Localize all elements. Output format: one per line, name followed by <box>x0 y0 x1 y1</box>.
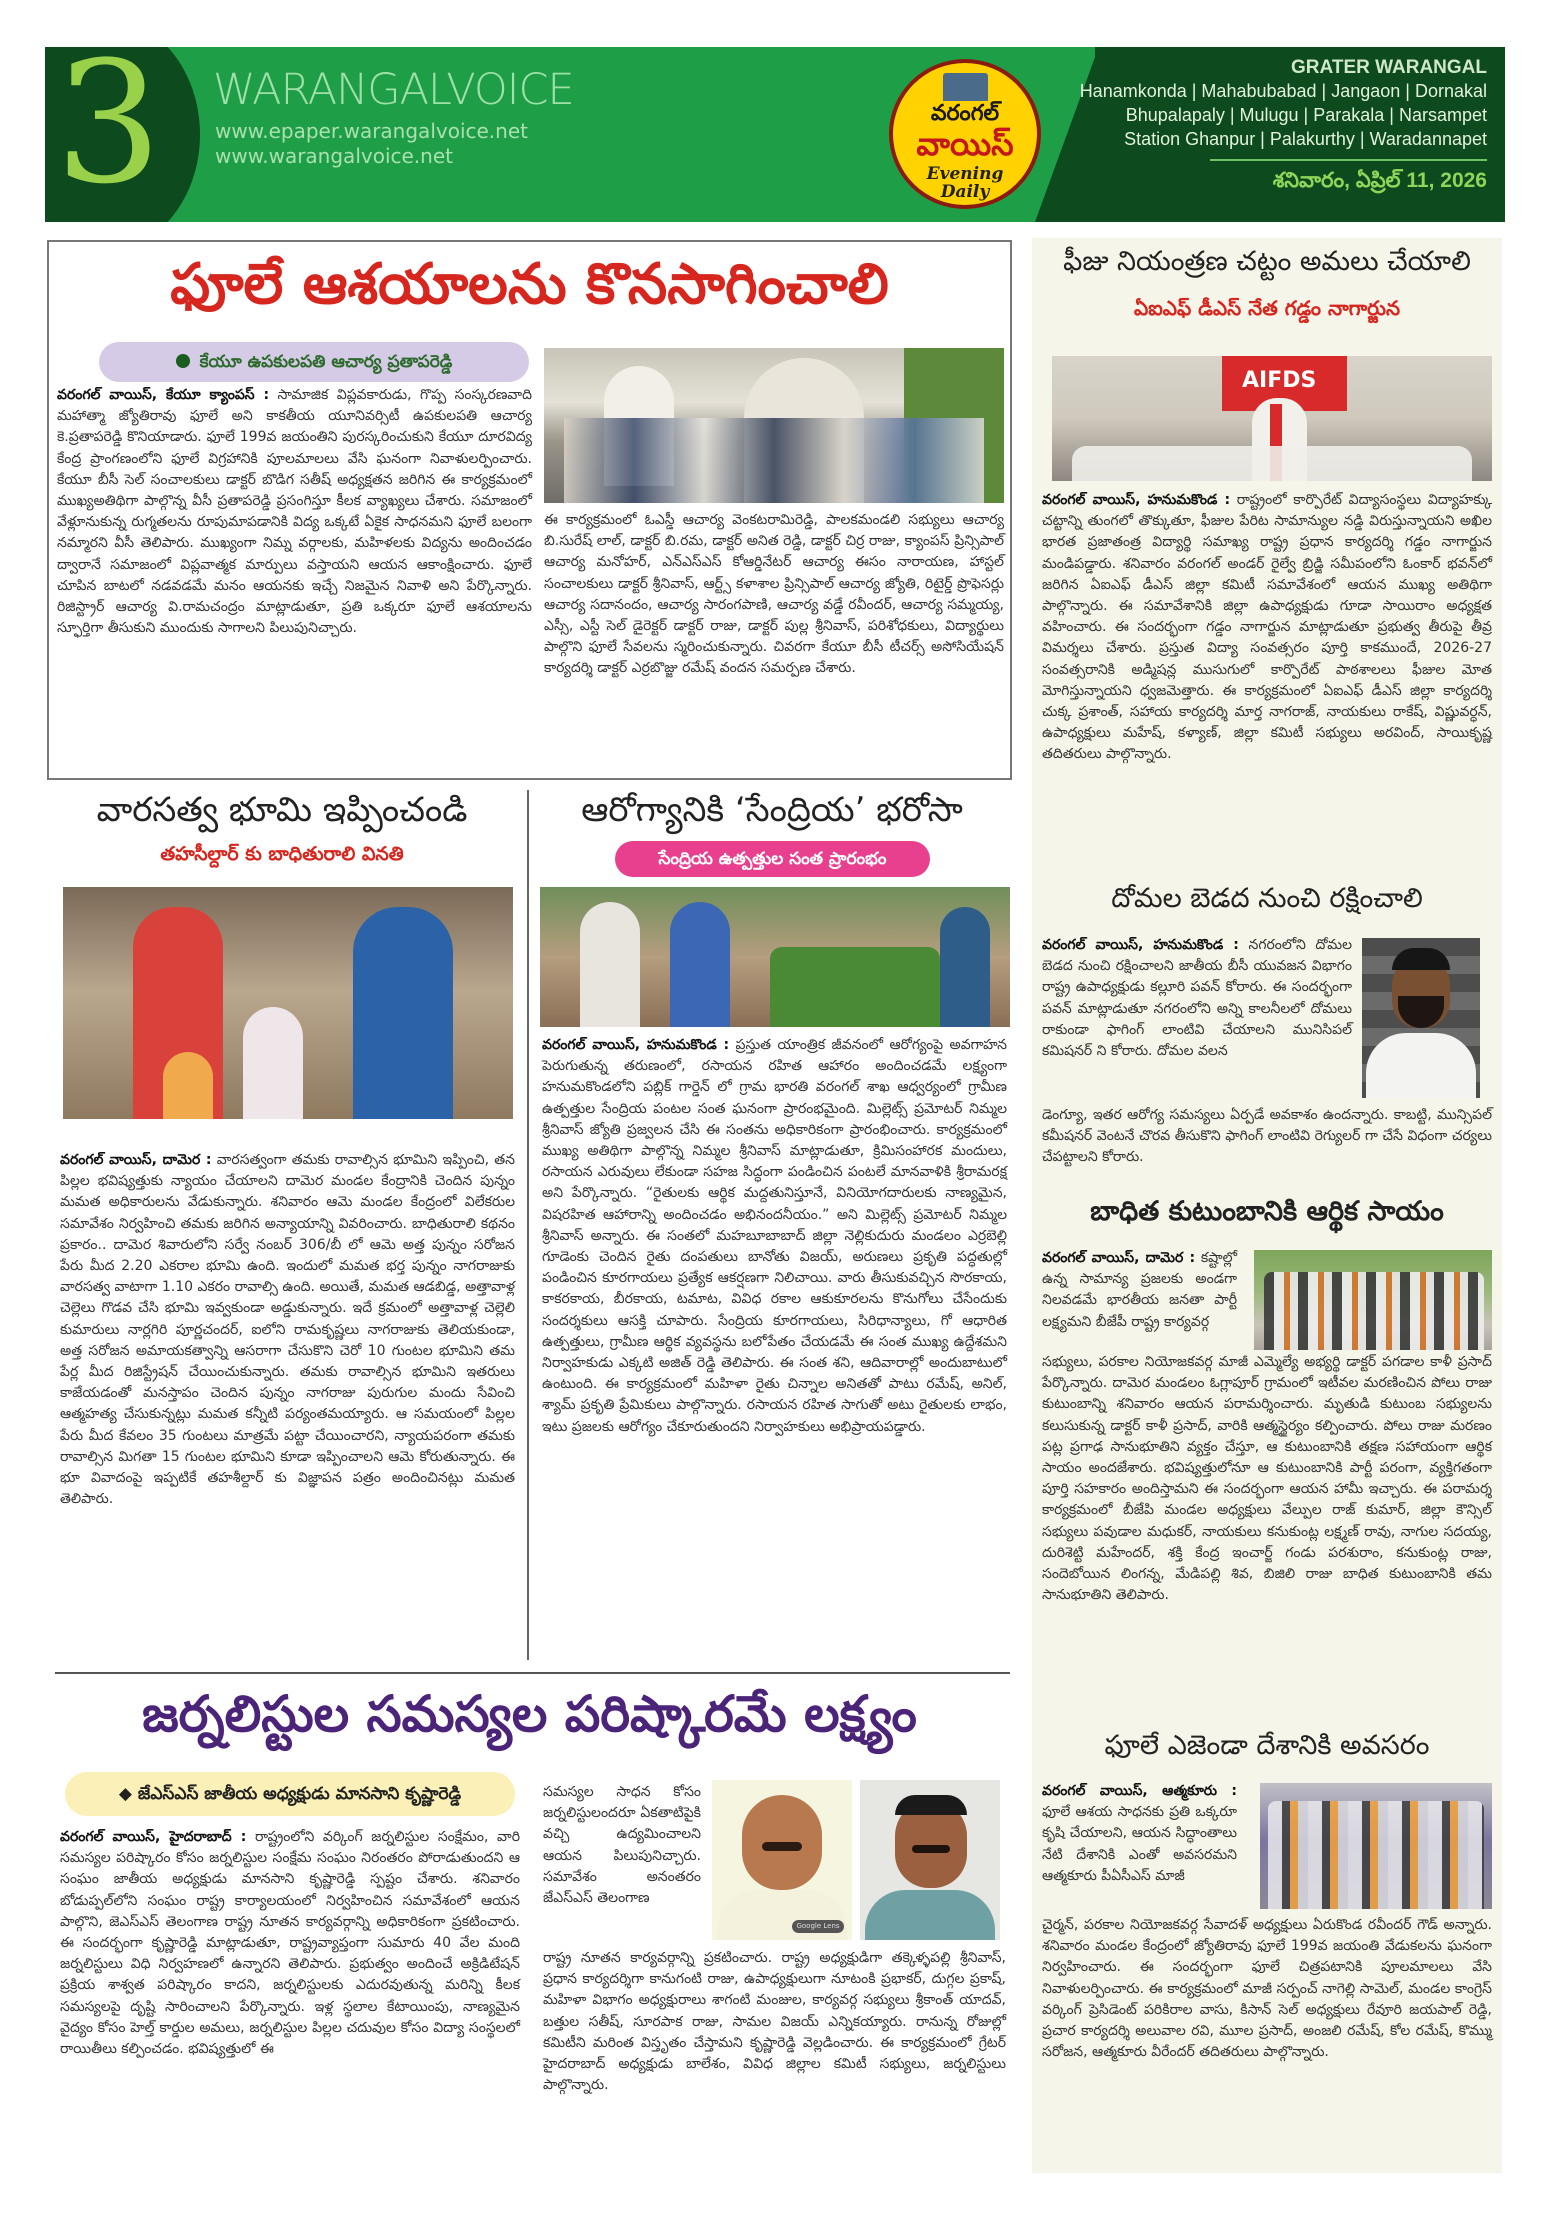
aid-body-top-text: కష్టాల్లో ఉన్న సామాన్య ప్రజలకు అండగా నిలవడమే భారతీయ జనతా పార్టీ లక్ష్యమని బీజేపీ రాష్ట్ర కార్యవర్గ <box>1042 1250 1237 1330</box>
agenda-body-top <box>1042 1781 1237 1887</box>
organic-subhead: సేంద్రియ ఉత్పత్తుల సంత ప్రారంభం <box>615 841 930 877</box>
aid-dateline: వరంగల్ వాయిస్, దామెర : <box>1042 1250 1196 1266</box>
organic-body <box>542 1035 1007 1438</box>
region-line-3: Station Ghanpur | Palakurthy | Waradannapet <box>1124 129 1487 149</box>
logo-telugu-top: వరంగల్ <box>930 101 1000 126</box>
google-lens-badge: Google Lens <box>792 1920 844 1933</box>
region-title: GRATER WARANGAL <box>1291 57 1487 78</box>
fee-banner-text: AIFDS <box>1242 368 1317 393</box>
mosquito-dateline: వరంగల్ వాయిస్, హనుమకొండ : <box>1042 937 1239 953</box>
issue-date: శనివారం, ఏప్రిల్ 11, 2026 <box>1272 169 1487 192</box>
journalist-headline: జర్నలిస్టుల సమస్యల పరిష్కారమే లక్ష్యం <box>142 1685 917 1743</box>
land-subhead: తహసీల్దార్ కు బాధితురాలి వినతి <box>160 843 404 865</box>
fee-body-text: రాష్ట్రంలో కార్పొరేట్ విద్యాసంస్థలు విద్యాహక్కు చట్టాన్ని తుంగలో తొక్కుతూ, ఫీజుల పేరిట సామాన్యుల నడ్డి విరుస్తున్నాయని అఖిల భారత ప్రజాతంత్ర విద్యార్థి సమాఖ్య రాష్ట్ర ప్రధాన కార్యదర్శి గడ్డం నాగార్జున మండిపడ్డారు. శనివారం వరంగల్ అండర్ రైల్వే బ్రిడ్జి సమీపంలోని ఓంకార్ భవన్‌లో జరిగిన ఏఐఎఫ్ డీఎస్ జిల్లా కమిటీ సమావేశంలో ఆయన ముఖ్య అతిథిగా పాల్గొన్నారు. ఈ సమావేశానికి జిల్లా ఉపాధ్యక్షుడు గూడా సాయిరాం అధ్యక్షత వహించారు. ఈ సందర్భంగా గడ్డం నాగార్జున మాట్లాడుతూ ప్రభుత్వ తీరుపై తీవ్ర విమర్శలు చేశారు. ప్రస్తుత విద్యా సంవత్సరం పూర్తి కాకముందే, 2026-27 సంవత్సరానికి అడ్మిషన్ల ముసుగులో కార్పొరేట్ పాఠశాలలు ఫీజుల మోత మోగిస్తున్నాయని ధ్వజమెత్తారు. ఈ కార్యక్రమంలో ఏఐఎఫ్ డీఎస్ జిల్లా కార్యదర్శి చుక్క ప్రశాంత్, సహాయ కార్యదర్శి మార్త నాగరాజ్, నాయకులు రాకేష్, విష్ణువర్ధన్, ఉపాధ్యక్షులు మహేష్, కళ్యాణ్, జిల్లా కమిటీ సభ్యులు అరవింద్, సాయికృష్ణ తదితరులు పాల్గొన్నారు. <box>1042 492 1493 763</box>
fee-dateline: వరంగల్ వాయిస్, హనుమకొండ : <box>1042 492 1231 508</box>
logo-telugu-main: వాయిస్ <box>916 125 1014 163</box>
page-number: 3 <box>55 47 162 221</box>
mosquito-photo <box>1362 938 1480 1098</box>
journalist-photo-president <box>712 1780 852 1940</box>
logo-evening: Evening <box>926 164 1004 184</box>
fee-photo <box>1052 356 1492 481</box>
lead-story <box>47 240 1012 780</box>
lead-headline: ఫూలే ఆశయాలను కొనసాగించాలి <box>170 252 889 317</box>
aid-body-bottom: సభ్యులు, పరకాల నియోజకవర్గ మాజీ ఎమ్మెల్యే అభ్యర్థి డాక్టర్ పగడాల కాళీ ప్రసాద్ పేర్కొన్నారు. దామెర మండలం ఓగ్లాపూర్ గ్రామంలో ఇటీవల మరణించిన పోలు రాజు కుటుంబాన్ని శనివారం ఆయన పరామర్శించారు. మృతుడి కుటుంబ సభ్యులను కలుసుకున్న డాక్టర్ కాళీ ప్రసాద్, వారికి ఆత్మస్థైర్యం కల్పించారు. పోలు రాజు మరణం పట్ల ప్రగాఢ సానుభూతిని వ్యక్తం చేస్తూ, ఆ కుటుంబానికి తక్షణ సహాయంగా ఆర్థిక సాయం అందజేశారు. భవిష్యత్తులోనూ ఆ కుటుంబానికి పార్టీ పరంగా, వ్యక్తిగతంగా పూర్తి సహకారం అందిస్తామని ఈ సందర్భంగా ఆయన హామీ ఇచ్చారు. ఈ పరామర్శ కార్యక్రమంలో బీజేపి మండల అధ్యక్షులు వేల్పుల రాజ్ కుమార్, జిల్లా కౌన్సిల్ సభ్యులు పవుడాల మధుకర్, నాయకులు కనుకుంట్ల లక్ష్మణ్ రావు, నాగుల సదయ్య, దురిశెట్టి మహేందర్, శక్తి కేంద్ర ఇంచార్జ్ గండు పరశురాం, కనుకుంట్ల రాజు, సందెబోయిన లింగన్న, మేడిపల్లి శివ, బిజిలి రాజు బాధిత కుటుంబానికి తమ సానుభూతిని తెలిపారు. <box>1042 1354 1492 1604</box>
mosquito-headline: దోమల బెడద నుంచి రక్షించాలి <box>1111 883 1423 914</box>
journalist-dateline: వరంగల్ వాయిస్, హైదరాబాద్ : <box>60 1829 247 1845</box>
agenda-dateline: వరంగల్ వాయిస్, ఆత్మకూరు : <box>1042 1783 1237 1799</box>
epaper-url[interactable]: www.epaper.warangalvoice.net <box>215 119 528 143</box>
journalist-photo-state-president <box>860 1780 1000 1940</box>
lead-photo <box>544 348 1004 503</box>
mosquito-body-bottom: డెంగ్యూ, ఇతర ఆరోగ్య సమస్యలు ఏర్పడే అవకాశం ఉందన్నారు. కాబట్టి, మున్సిపల్ కమీషనర్ వెంటనే చొరవ తీసుకొని ఫాగింగ్ లాంటివి రెగ్యులర్ గా చేసే విధంగా చర్యలు చేపట్టాలని కోరారు. <box>1042 1107 1492 1166</box>
fee-headline: ఫీజు నియంత్రణ చట్టం అమలు చేయాలి <box>1063 246 1471 277</box>
agenda-photo <box>1260 1783 1492 1909</box>
land-photo <box>63 887 513 1119</box>
lead-body-col1 <box>57 385 532 639</box>
lead-subhead-text: కేయూ ఉపకులపతి ఆచార్య ప్రతాపరెడ్డి <box>199 352 453 372</box>
organic-photo <box>540 887 1010 1027</box>
bullet-icon <box>176 354 190 368</box>
lead-body-col2: ఈ కార్యక్రమంలో ఓఎస్డీ ఆచార్య వెంకటరామిరెడ్డి, పాలకమండలి సభ్యులు ఆచార్య బి.సురేష్ లాల్, డాక్టర్ బి.రమ, డాక్టర్ అనిత రెడ్డి, డాక్టర్ చిర్ర రాజు, క్యాంపస్ ప్రిన్సిపాల్ ఆచార్య మనోహర్, ఎన్ఎస్ఎస్ కోఆర్డినేటర్ ఆచార్య ఈసం నారాయణ, హాస్టల్ సంచాలకులు డాక్టర్ శ్రీనివాస్, ఆర్ట్స్ కళాశాల ప్రిన్సిపాల్ ఆచార్య జ్యోతి, రిటైర్డ్ ప్రొఫెసర్లు ఆచార్య సదానందం, ఆచార్య సారంగపాణి, ఆచార్య వడ్డే రవీందర్, ఆచార్య సమ్మయ్య, ఎస్సీ, ఎస్టీ సెల్ డైరెక్టర్ డాక్టర్ రాజు, డాక్టర్ పుల్ల శ్రీనివాస్, పరిశోధకులు, విద్యార్థులు పాల్గొని ఫూలే సేవలను స్మరించుకున్నారు. చివరగా కేయూ బీసీ టీచర్స్ అసోసియేషన్ కార్యదర్శి డాక్టర్ ఎర్రబొజ్జు రమేష్ వందన సమర్పణ చేశారు. <box>544 512 1004 677</box>
aid-body-top <box>1042 1248 1237 1333</box>
journalist-body-text: రాష్ట్రంలోని వర్కింగ్ జర్నలిస్టుల సంక్షేమం, వారి సమస్యల పరిష్కారం కోసం జర్నలిస్టుల సంక్షేమ సంఘం నిరంతరం పోరాడుతుందని ఆ సంఘం జాతీయ అధ్యక్షుడు మానసాని కృష్ణారెడ్డి స్పష్టం చేశారు. శనివారం బోడుప్పల్‌లోని సంఘం రాష్ట్ర కార్యాలయంలో నిర్వహించిన సమావేశంలో ఆయన పాల్గొని, జెఎస్ఎస్ తెలంగాణ రాష్ట్ర నూతన కార్యవర్గాన్ని అధికారికంగా ప్రకటించారు. ఈ సందర్భంగా కృష్ణారెడ్డి మాట్లాడుతూ, రాష్ట్రవ్యాప్తంగా సుమారు 40 వేల మంది జర్నలిస్టులు విధి నిర్వహణలో ఉన్నారని తెలిపారు. ప్రభుత్వం అందించే అక్రిడిటేషన్ ప్రక్రియ శాశ్వత పరిష్కారం కాదని, జర్నలిస్టులకు ఎదురవుతున్న మరిన్ని కీలక సమస్యలపై దృష్టి సారించాలని పేర్కొన్నారు. ఇళ్ల స్థలాల కేటాయింపు, నాణ్యమైన వైద్యం కోసం హెల్త్ కార్డుల అమలు, జర్నలిస్టుల పిల్లల చదువుల కోసం విద్యా సంస్థలలో రాయితీలు కల్పించడం. భవిష్యత్తులో ఈ <box>60 1829 521 2058</box>
aid-photo <box>1254 1250 1492 1350</box>
diamond-icon: ◆ <box>118 1784 132 1804</box>
lead-body-text: సామాజిక విప్లవకారుడు, గొప్ప సంస్కరణవాది మహాత్మా జ్యోతిరావు ఫూలే అని కాకతీయ యూనివర్సిటీ ఉపకులపతి ఆచార్య కె.ప్రతాపరెడ్డి కొనియాడారు. ఫూలే 199వ జయంతిని పురస్కరించుకుని కేయూ దూరవిద్య కేంద్ర ప్రాంగణంలోని ఫూలే విగ్రహానికి పూలమాలలు వేసి ఘనంగా నివాళులర్పించారు. కేయూ బీసీ సెల్ సంచాలకులు డాక్టర్ బొడిగ సతీష్ అధ్యక్షతన జరిగిన ఈ కార్యక్రమంలో ముఖ్యఅతిథిగా పాల్గొన్న వీసీ ప్రతాపరెడ్డి ప్రసంగిస్తూ కీలక వ్యాఖ్యలు చేశారు. సమాజంలో వేళ్లూనుకున్న రుగ్మతలను రూపుమాపడానికి విద్య ఒక్కటే ఏకైక సాధనమని ఫూలే బలంగా నమ్మారని వీసీ తెలిపారు. ముఖ్యంగా నిమ్న వర్గాలకు, మహిళలకు విద్యను అందించడం ద్వారానే సమాజంలో విప్లవాత్మక మార్పులు వస్తాయని ఆయన ఆకాంక్షించారు. ఫూలే చూపిన బాటలో నడవడమే మనం ఆయనకు ఇచ్చే నిజమైన నివాళి అని పేర్కొన్నారు. రిజిస్ట్రార్ ఆచార్య వి.రామచంద్రం మాట్లాడుతూ, ప్రతి ఒక్కరూ ఫూలే ఆశయాలను స్ఫూర్తిగా తీసుకుని ముందుకు సాగాలని పిలుపునిచ్చారు. <box>57 387 532 637</box>
organic-headline: ఆరోగ్యానికి ‘సేంద్రియ’ భరోసా <box>581 790 963 830</box>
land-body-text: వారసత్వంగా తమకు రావాల్సిన భూమిని ఇప్పించి, తన పిల్లల భవిష్యత్తుకు న్యాయం చేయాలని దామెర మండల కేంద్రానికి చెందిన పున్నం మమత అధికారులను వేడుకున్నారు. శనివారం ఆమె మండల కేంద్రంలో విలేకరుల సమావేశం నిర్వహించి తమకు జరిగిన అన్యాయాన్ని వివరించారు. బాధితురాలి కథనం ప్రకారం.. దామెర శివారులోని సర్వే నంబర్ 306/బీ లో ఆమె అత్త పున్నం సరోజన పేరు మీద 2.20 ఎకరాల భూమి ఉంది. ఇందులో మమత భర్త పున్నం నాగరాజుకు వారసత్వ వాటాగా 1.10 ఎకరం రావాల్సి ఉంది. అయితే, మమత ఆడబిడ్డ, అత్తావాళ్ల చెల్లెలు గొడవ చేసి భూమి ఇవ్వకుండా అడ్డుకున్నారు. ఇదే క్రమంలో అత్తావాళ్ల చెల్లెలి కుమారులు నార్లగిరి పూర్ణచందర్, ఐలోని రామకృష్ణలు నాగరాజుకు తెలియకుండా, అత్త సరోజన అమాయకత్వాన్ని ఆసరాగా చేసుకొని చెరో 10 గుంటల భూమిని తమ పేర్ల మీద రిజిస్ట్రేషన్ చేయించుకున్నారు. తమకు రావాల్సిన భూమిని ఇతరులు కాజేయడంతో మనస్తాపం చెందిన పున్నం నాగరాజు పురుగుల మందు సేవించి ఆత్మహత్య చేసుకున్నట్లు మమత కన్నీటి పర్యంతమయ్యారు. ఆ సమయంలో పిల్లల పేరు మీద కేవలం 35 గుంటలు మాత్రమే పట్టా చేయించారని, న్యాయపరంగా తమకు రావాల్సిన మిగతా 15 గుంటల భూమిని కూడా ఇప్పించాలని ఆమె కోరుతున్నారు. ఈ భూ వివాదంపై ఇప్పటికే తహశీల్దార్ కు విజ్ఞాపన పత్రం అందించినట్లు మమత తెలిపారు. <box>60 1152 515 1508</box>
region-line-1: Hanamkonda | Mahabubabad | Jangaon | Dornakal <box>1079 81 1487 101</box>
column-divider <box>527 790 529 1660</box>
aid-headline: బాధిత కుటుంబానికి ఆర్థిక సాయం <box>1090 1196 1444 1227</box>
journalist-body-col1 <box>60 1827 520 2060</box>
fee-subhead: ఏఐఎఫ్ డీఎస్ నేత గడ్డం నాగార్జున <box>1133 296 1401 320</box>
logo-tagline <box>893 165 1037 201</box>
land-body <box>60 1150 515 1510</box>
mosquito-body-top <box>1042 935 1352 1062</box>
region-line-2: Bhupalapaly | Mulugu | Parakala | Narsampet <box>1125 105 1487 125</box>
land-headline: వారసత్వ భూమి ఇప్పించండి <box>96 790 468 830</box>
masthead <box>45 47 1505 222</box>
lead-dateline: వరంగల్ వాయిస్, కేయూ క్యాంపస్ : <box>57 387 270 403</box>
organic-dateline: వరంగల్ వాయిస్, హనుమకొండ : <box>542 1037 730 1053</box>
agenda-headline: ఫూలే ఎజెండా దేశానికి అవసరం <box>1104 1730 1430 1761</box>
journalist-body-col2-top: సమస్యల సాధన కోసం జర్నలిస్టులందరూ ఏకతాటిపైకి వచ్చి ఉద్యమించాలని ఆయన పిలుపునిచ్చారు. సమావేశం అనంతరం జేఎస్ఎస్ తెలంగాణ <box>543 1784 701 1907</box>
mosquito-body-top-text: నగరంలోని దోమల బెడద నుంచి రక్షించాలని జాతీయ బీసీ యువజన విభాగం రాష్ట్ర ఉపాధ్యక్షుడు కల్లూరి పవన్ కోరారు. ఈ సందర్భంగా పవన్ మాట్లాడుతూ నగరంలోని అన్ని కాలనీలలో దోమలు రాకుండా ఫాగింగ్ లాంటివి చేయాలని మునిసిపల్ కమిషనర్ ని కోరారు. దోమల వలన <box>1042 937 1353 1060</box>
organic-body-text: ప్రస్తుత యాంత్రిక జీవనంలో ఆరోగ్యంపై అవగాహన పెరుగుతున్న తరుణంలో, రసాయన రహిత ఆహారం అందించడమే లక్ష్యంగా హనుమకొండలోని పబ్లిక్ గార్డెన్ లో గ్రామ భారతి వరంగల్ శాఖ ఆధ్వర్యంలో గ్రామీణ ఉత్పత్తుల సేంద్రియ పంటల సంత ఘనంగా ప్రారంభమైంది. మిల్లెట్స్ ప్రమోటర్ నిమ్మల శ్రీనివాస్ జ్యోతి ప్రజ్వలన చేసి ఈ సంతను అధికారికంగా ప్రారంభించారు. కార్యక్రమంలో ముఖ్య అతిథిగా పాల్గొన్న నిమ్మల శ్రీనివాస్ మాట్లాడుతూ, క్రిమిసంహారక మందులు, రసాయన ఎరువులు లేకుండా సహజ సిద్ధంగా పండించిన పంటలే మానవాళికి శ్రీరామరక్ష అని పేర్కొన్నారు. “రైతులకు ఆర్థిక మద్దతునిస్తూనే, వినియోగదారులకు నాణ్యమైన, విషరహిత ఆహారాన్ని అందించడం అభినందనీయం.” అని మిల్లెట్స్ ప్రమోటర్ నిమ్మల శ్రీనివాస్ అన్నారు. ఈ సంతలో మహబూబాబాద్ జిల్లా నెల్లికుదురు మండలం ఎర్రబెల్లి గూడెంకు చెందిన రైతు దంపతులు బానోతు విజయ్, అరుణలు ప్రకృతి పద్ధతుల్లో పండించిన కూరగాయలు ప్రత్యేక ఆకర్షణగా నిలిచాయి. వారు తీసుకువచ్చిన సొరకాయ, కాకరకాయ, బీరకాయ, టమాట, వివిధ రకాల ఆకుకూరలను కొనుగోలు చేసేందుకు సందర్శకులు ఆసక్తి చూపారు. సేంద్రియ కూరగాయలు, సిరిధాన్యాలు, గో ఆధారిత ఉత్పత్తులు, గ్రామీణ ఆర్థిక వ్యవస్థను బలోపేతం చేయడమే ఈ సంత ముఖ్య ఉద్దేశమని నిర్వాహకుడు ఎక్కటి అజిత్ రెడ్డి తెలిపారు. ఈ సంత శని, ఆదివారాల్లో అందుబాటులో ఉంటుంది. ఈ కార్యక్రమంలో మహిళా రైతు చిన్నాల అనితతో పాటు రమేష్, అనిల్, శ్యామ్ ప్రకృతి ప్రేమికులు పాల్గొన్నారు. రసాయన రహిత సాగుతో అటు రైతులకు లాభం, ఇటు ప్రజలకు ఆరోగ్యం చేకూరుతుందని నిర్వాహకులు అభిప్రాయపడ్డారు. <box>542 1037 1007 1435</box>
website-url[interactable]: www.warangalvoice.net <box>215 144 453 168</box>
fee-body <box>1042 490 1492 766</box>
temple-icon <box>943 73 988 101</box>
journalist-body-col2-bottom: రాష్ట్ర నూతన కార్యవర్గాన్ని ప్రకటించారు. రాష్ట్ర అధ్యక్షుడిగా తక్కెళ్ళపల్లి శ్రీనివాస్, ప్రధాన కార్యదర్శిగా కానుగంటి రాజు, ఉపాధ్యక్షులుగా నూటంకి ప్రభాకర్, దుగ్గల ప్రకాష్, మహిళా విభాగం అధ్యక్షురాలు శాగంటి మంజుల, కార్యవర్గ సభ్యులు శ్రీకాంత్ యాదవ్, బత్తుల సతీష్, సూరపాక రాజు, సామల విజయ్ ఎన్నికయ్యారు. రానున్న రోజుల్లో కమిటీని మరింత విస్తృతం చేస్తామని కృష్ణారెడ్డి వెల్లడించారు. ఈ కార్యక్రమంలో గ్రేటర్ హైదరాబాద్ అధ్యక్షుడు బాలేశం, వివిధ జిల్లాల కమిటీ సభ్యులు, జర్నలిస్టులు పాల్గొన్నారు. <box>543 1950 1006 2094</box>
brand-name: WARANGALVOICE <box>213 65 574 115</box>
logo-daily: Daily <box>940 182 990 202</box>
journalist-subhead-text: జేఎస్ఎస్ జాతీయ అధ్యక్షుడు మానసాని కృష్ణారెడ్డి <box>137 1784 462 1804</box>
agenda-body-bottom: చైర్మన్, పరకాల నియోజకవర్గ సేవాదళ్ అధ్యక్షులు ఏరుకొండ రవీందర్ గౌడ్ అన్నారు. శనివారం మండల కేంద్రంలో జ్యోతిరావు ఫూలే 199వ జయంతి వేడుకలను ఘనంగా నిర్వహించారు. ఈ సందర్భంగా ఫూలే చిత్రపటానికి పూలమాలలు వేసి నివాళులర్పించారు. ఈ కార్యక్రమంలో మాజీ సర్పంచ్ నాగెల్లి సామెల్, మండల కాంగ్రెస్ వర్కింగ్ ప్రెసిడెంట్ పరికిరాల వాసు, కిసాన్ సెల్ అధ్యక్షులు రేవూరి జయపాల్ రెడ్డి, ప్రచార కార్యదర్శి అలువాల రవి, మూల ప్రసాద్, అంజలి రమేష్, కోల రమేష్, కొమ్ము సరోజన, ఆత్మకూరు వీరేందర్ తదితరులు పాల్గొన్నారు. <box>1042 1917 1492 2061</box>
land-dateline: వరంగల్ వాయిస్, దామెర : <box>60 1152 212 1168</box>
newspaper-logo <box>889 59 1041 209</box>
region-divider <box>1210 159 1487 161</box>
agenda-body-top-text: ఫూలే ఆశయ సాధనకు ప్రతి ఒక్కరూ కృషి చేయాలని, ఆయన సిద్ధాంతాలు నేటి దేశానికి ఎంతో అవసరమని ఆత్మకూరు పీఏసీఎస్ మాజీ <box>1042 1804 1237 1884</box>
section-divider <box>55 1672 1010 1674</box>
edition-regions <box>1080 57 1487 198</box>
right-column <box>1032 238 1502 2173</box>
journalist-subhead <box>65 1772 515 1816</box>
lead-subhead <box>99 342 529 382</box>
